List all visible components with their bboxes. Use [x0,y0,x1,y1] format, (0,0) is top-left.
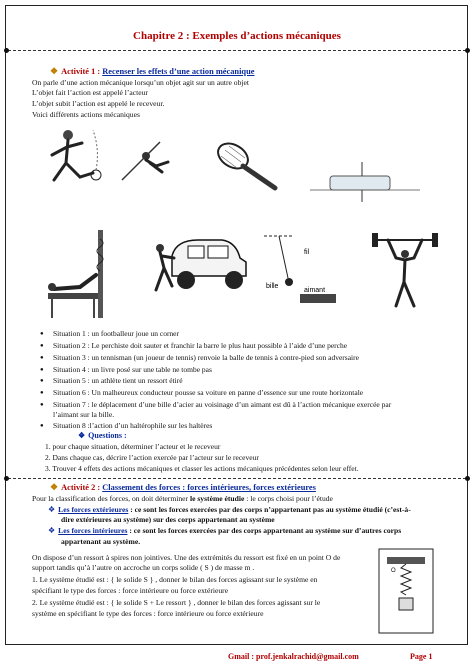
internal-forces-continuation: appartenant au système. [61,537,141,546]
diamond-icon: ❖ [78,431,86,440]
question-item: 1. pour chaque situation, déterminer l’acteur et le receveur [45,442,221,451]
intro-line: L’objet fait l’action est appelé l’acteur [32,88,148,97]
fil-label: fil [304,249,310,256]
exercise-item: système en spécifiant le type des forces : force intérieure ou force extérieure [32,609,264,618]
aimant-label: aimant [304,287,326,294]
external-forces-definition: ❖ Les forces extérieures : ce sont les forces exercées par des corps n’appartenant pas au système étudié (c’est-à- [48,505,411,514]
situation-item: ● Situation 4 : un livre posé sur une table ne tombe pas [53,365,212,375]
questions-heading: ❖ Questions : [78,431,127,440]
question-item: 3. Trouver 4 effets des actions mécaniques et classer les actions mécaniques précédentes selon leur effet. [45,464,359,473]
situation-item: ● Situation 3 : un tennisman (un joueur de tennis) renvoie la balle de tennis à contre-pied son adversaire [53,353,359,363]
tennis-racket-illustration [205,136,285,196]
intro-line: L’objet subit l’action est appelé le receveur. [32,99,165,108]
section-divider [8,478,466,479]
situation-item: ● Situation 8 :l’action d’un haltérophile sur les haltères [53,421,212,431]
divider-dot [4,48,9,53]
situation-item: ● Situation 2 : Le perchiste doit sauter et franchir la barre le plus haut possible à l’aide d’une perche [53,341,347,351]
activity-1-heading: ❖ Activité 1 : Recenser les effets d’une action mécanique [50,66,255,76]
activity-2-heading: ❖ Activité 2 : Classement des forces : forces intérieures, forces extérieures [50,482,316,492]
footer-email: Gmail : prof.jenkalrachid@gmail.com [228,652,359,661]
point-o-label: O [391,568,396,574]
diamond-icon: ❖ [48,526,56,535]
athlete-spring-illustration [40,225,130,320]
spring-paragraph: support tandis qu’à l’autre on accroche un corps solide ( S ) de masse m . [32,563,255,572]
weightlifter-illustration [370,230,440,310]
star-icon: ❖ [50,482,59,492]
book-on-table-illustration [310,158,420,203]
star-icon: ❖ [50,66,59,76]
divider-dot [465,48,470,53]
pole-vaulter-illustration [120,132,180,182]
chapter-title: Chapitre 2 : Exemples d’actions mécaniques [133,30,341,42]
car-push-illustration [150,232,250,297]
situation-item: ● Situation 5 : un athlète tient un ressort étiré [53,376,183,386]
section-divider [8,50,466,51]
ball-magnet-illustration [262,232,358,307]
external-forces-continuation: dire extérieures au système) sur des corps appartenant au système [61,515,275,524]
situation-item: ● Situation 6 : Un malheureux conducteur pousse sa voiture en panne d’essence sur une route horizontale [53,388,363,398]
spring-paragraph: On dispose d’un ressort à spires non jointives. Une des extrémités du ressort est fixé en un point O de [32,553,341,562]
spring-mass-illustration [375,545,437,637]
footballer-illustration [38,125,108,200]
question-item: 2. Dans chaque cas, décrire l’action exercée par l’acteur sur le receveur [45,453,259,462]
bille-label: bille [266,283,279,290]
divider-dot [465,476,470,481]
exercise-item: spécifiant le type des forces : force intérieure ou force extérieure [32,586,229,595]
exercise-item: 2. Le système étudié est : { le solide S + Le ressort } , donner le bilan des forces agissant sur le [32,598,321,607]
intro-line: On parle d’une action mécanique lorsqu’un objet agit sur un autre objet [32,78,249,87]
divider-dot [4,476,9,481]
diamond-icon: ❖ [48,505,56,514]
internal-forces-definition: ❖ Les forces intérieures : ce sont les forces exercées par des corps appartenant au système sur d’autres corps [48,526,402,535]
intro-line: Voici différents actions mécaniques [32,110,140,119]
situation-continuation: l’aimant sur la bille. [53,410,115,419]
exercise-item: 1. Le système étudié est : { le solide S } , donner le bilan des forces agissant sur le système en [32,575,318,584]
situation-item: ● Situation 7 : le déplacement d’une bille d’acier au voisinage d’un aimant est dû à l’action mécanique exercée par [53,400,391,410]
situation-item: ● Situation 1 : un footballeur joue un corner [53,329,179,339]
classification-intro: Pour la classification des forces, on doit déterminer le système étudie : le corps choisi pour l’étude [32,494,333,503]
footer-page-number: Page 1 [410,652,433,661]
